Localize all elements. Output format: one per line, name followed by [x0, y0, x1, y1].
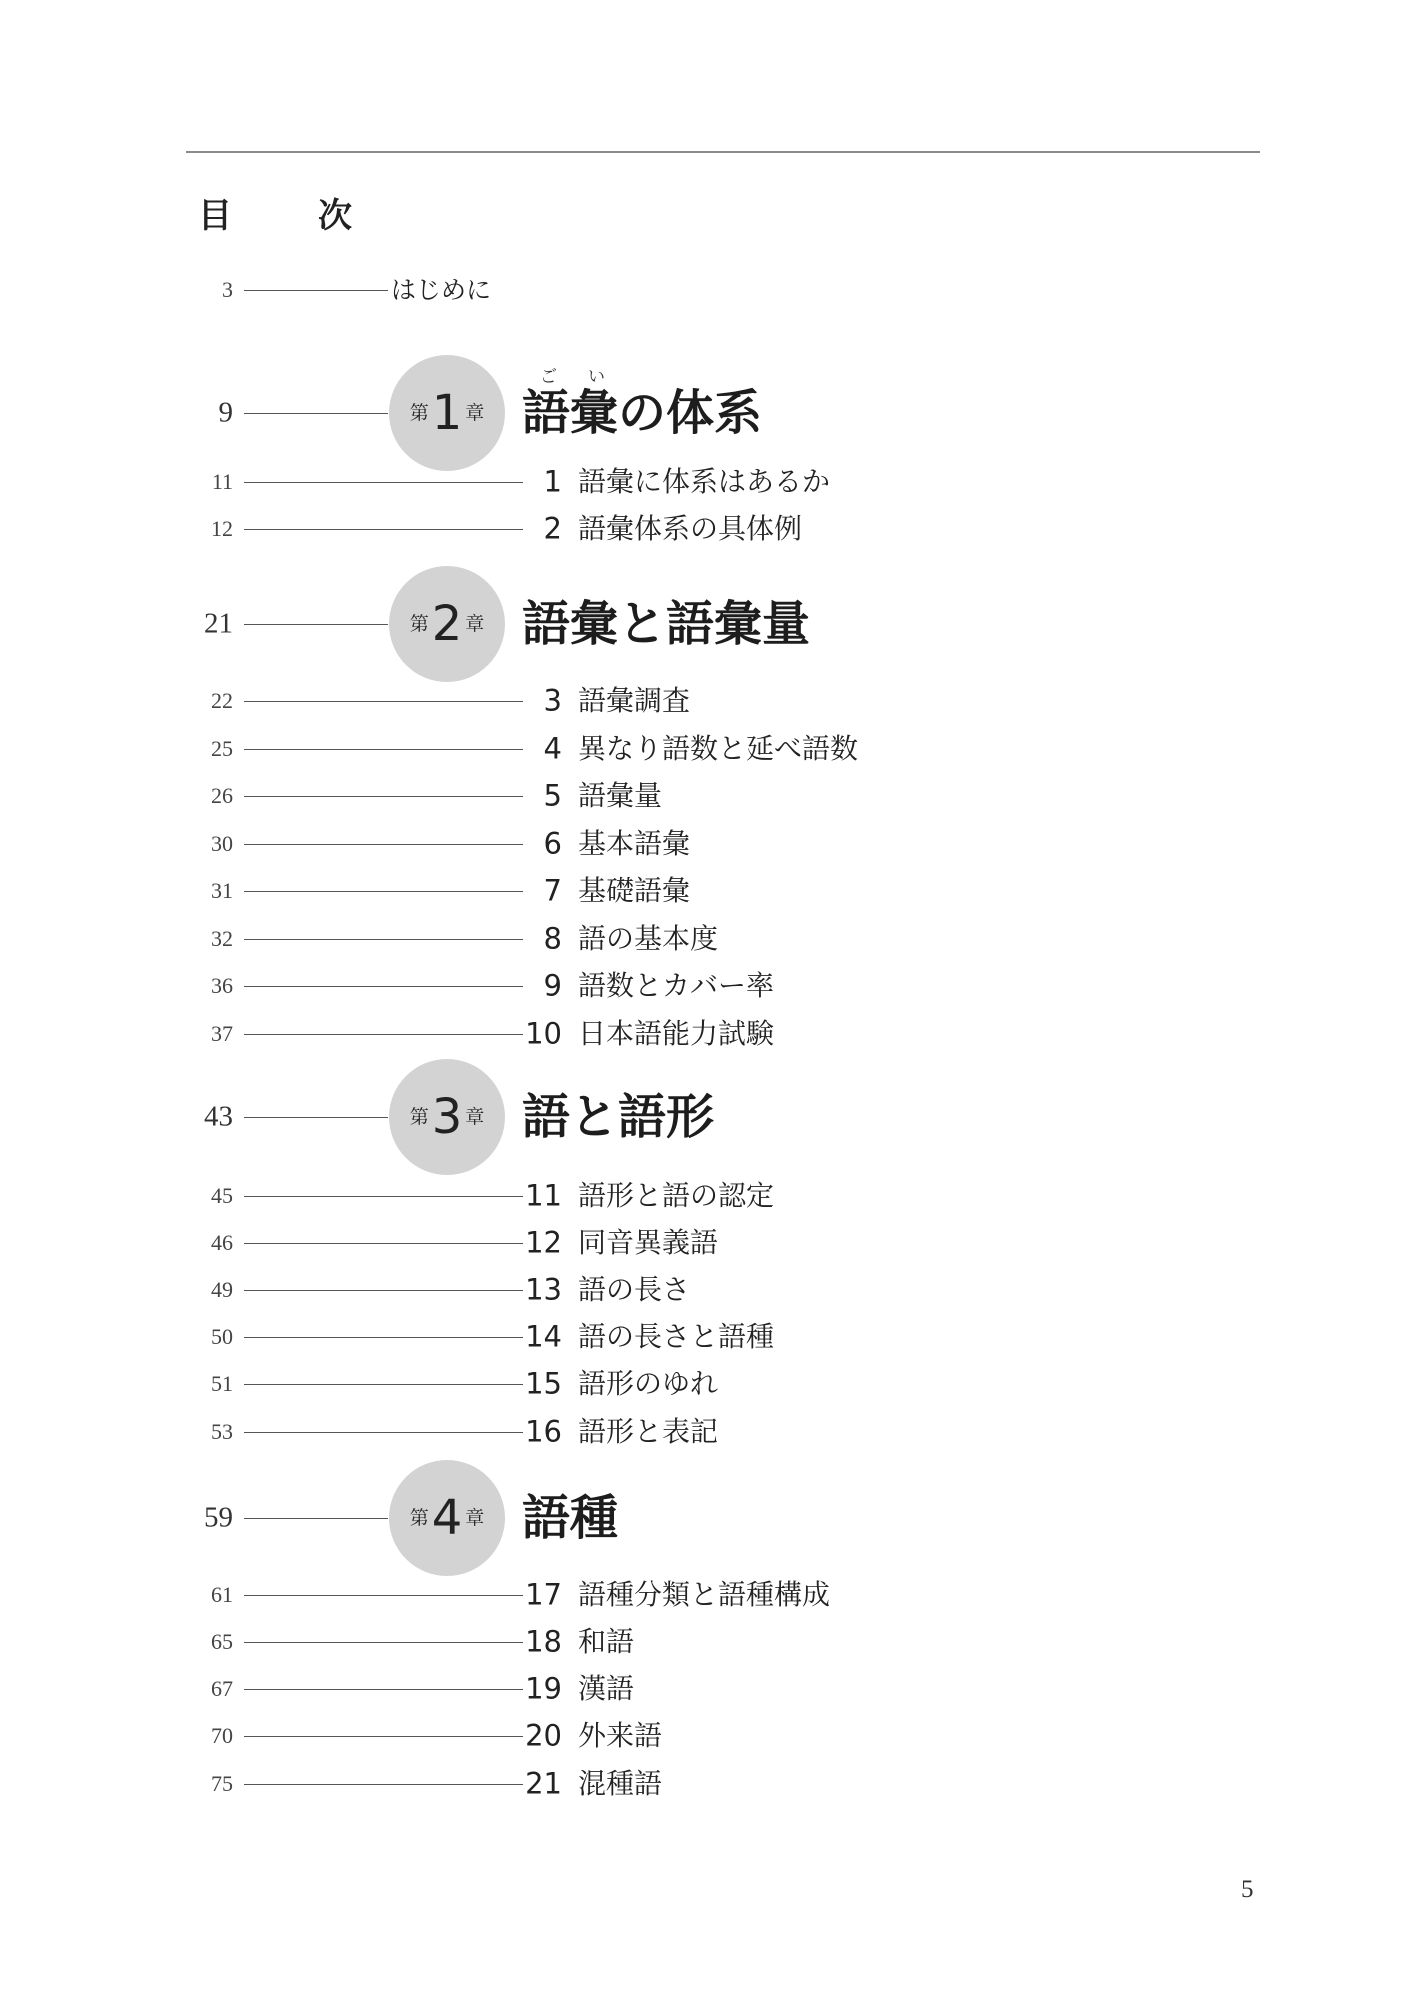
toc-item-title: 語の長さと語種	[578, 1320, 775, 1353]
toc-leader	[244, 1243, 523, 1244]
toc-page-number: 25	[211, 736, 233, 761]
toc-leader	[244, 1196, 523, 1197]
toc-leader	[244, 1384, 523, 1385]
chapter-suffix: 章	[465, 401, 485, 424]
toc-leader	[244, 529, 523, 530]
toc-item-title: 語数とカバー率	[578, 969, 775, 1002]
chapter-title: 語彙と語彙量	[522, 596, 811, 652]
toc-item-title: 基礎語彙	[578, 874, 691, 907]
chapter-badge	[389, 566, 505, 682]
toc-leader	[244, 701, 523, 702]
toc-item-title: 語彙調査	[578, 684, 691, 717]
toc-leader	[244, 1689, 523, 1690]
chapter-page-number: 59	[204, 1501, 233, 1534]
toc-page-number: 45	[211, 1183, 233, 1208]
toc-page-number: 11	[211, 469, 233, 494]
chapter-title: 語彙の体系	[522, 385, 763, 441]
toc-leader	[244, 1736, 523, 1737]
toc-leader	[244, 1117, 388, 1118]
toc-item-title: 語彙体系の具体例	[578, 512, 803, 545]
toc-item-title: 混種語	[578, 1767, 663, 1800]
toc-page-number: 22	[211, 688, 233, 713]
toc-leader	[244, 1595, 523, 1596]
toc-leader	[244, 1642, 523, 1643]
toc-page-number: 75	[211, 1771, 233, 1796]
toc-intro-title: はじめに	[391, 275, 492, 305]
toc-leader	[244, 796, 523, 797]
toc-page-number: 32	[211, 926, 233, 951]
chapter-title: 語と語形	[522, 1089, 715, 1145]
toc-item-title: 異なり語数と延べ語数	[578, 732, 859, 765]
toc-item-title: 語の長さ	[578, 1273, 691, 1306]
toc-item-number: 8	[543, 921, 562, 956]
chapter-prefix: 第	[409, 1105, 429, 1128]
toc-item-number: 16	[525, 1414, 562, 1449]
toc-leader	[244, 1337, 523, 1338]
top-rule	[186, 151, 1260, 153]
toc-item-number: 19	[525, 1671, 562, 1706]
toc-page-number: 37	[211, 1021, 233, 1046]
toc-leader	[244, 482, 523, 483]
chapter-number: 1	[431, 385, 463, 441]
toc-heading: 目 次	[198, 196, 378, 236]
chapter-title: 語種	[522, 1490, 619, 1546]
toc-item-title: 外来語	[578, 1719, 663, 1752]
toc-leader	[244, 290, 388, 291]
toc-item-number: 15	[525, 1366, 562, 1401]
page-number-footer: 5	[1241, 1876, 1254, 1903]
chapter-suffix: 章	[465, 1105, 485, 1128]
toc-page-number: 3	[222, 277, 233, 302]
toc-page-number: 49	[211, 1277, 233, 1302]
toc-page-number: 30	[211, 831, 233, 856]
toc-page-number: 61	[211, 1582, 233, 1607]
toc-page-number: 46	[211, 1230, 233, 1255]
furigana-go: ご	[540, 367, 557, 387]
toc-leader	[244, 413, 388, 414]
toc-item-title: 語形と語の認定	[578, 1179, 775, 1212]
chapter-suffix: 章	[465, 1506, 485, 1529]
toc-page-number: 36	[211, 973, 233, 998]
toc-page-number: 51	[211, 1371, 233, 1396]
toc-leader	[244, 624, 388, 625]
toc-item-number: 3	[543, 683, 562, 718]
chapter-prefix: 第	[409, 401, 429, 424]
toc-item-title: 日本語能力試験	[578, 1017, 775, 1050]
toc-item-title: 語種分類と語種構成	[578, 1578, 831, 1611]
toc-item-title: 語の基本度	[578, 922, 719, 955]
toc-leader	[244, 1432, 523, 1433]
chapter-prefix: 第	[409, 1506, 429, 1529]
toc-item-title: 基本語彙	[578, 827, 691, 860]
chapter-page-number: 43	[204, 1100, 233, 1133]
chapter-badge	[389, 355, 505, 471]
toc-page-number: 26	[211, 783, 233, 808]
toc-page-number: 53	[211, 1419, 233, 1444]
toc-item-number: 7	[543, 873, 562, 908]
toc-leader	[244, 844, 523, 845]
toc-leader	[244, 749, 523, 750]
toc-item-number: 10	[525, 1016, 562, 1051]
chapter-number: 2	[431, 596, 463, 652]
toc-item-title: 漢語	[578, 1672, 635, 1705]
chapter-number: 3	[431, 1089, 463, 1145]
toc-item-number: 20	[525, 1718, 562, 1753]
toc-item-number: 11	[525, 1178, 562, 1213]
toc-item-number: 12	[525, 1225, 562, 1260]
toc-item-title: 語形のゆれ	[578, 1367, 719, 1400]
toc-item-number: 14	[525, 1319, 562, 1354]
chapter-number: 4	[431, 1490, 463, 1546]
toc-leader	[244, 1290, 523, 1291]
toc-leader	[244, 1784, 523, 1785]
toc-item-number: 17	[525, 1577, 562, 1612]
toc-item-number: 21	[525, 1766, 562, 1801]
toc-item-number: 9	[543, 968, 562, 1003]
toc-leader	[244, 986, 523, 987]
toc-item-number: 6	[543, 826, 562, 861]
toc-item-title: 語彙に体系はあるか	[578, 465, 831, 498]
toc-page-number: 31	[211, 878, 233, 903]
toc-item-title: 同音異義語	[578, 1226, 719, 1259]
toc-item-title: 語彙量	[578, 779, 663, 812]
toc-page-number: 70	[211, 1723, 233, 1748]
chapter-badge	[389, 1460, 505, 1576]
toc-item-number: 4	[543, 731, 562, 766]
chapter-suffix: 章	[465, 612, 485, 635]
toc-item-number: 2	[543, 511, 562, 546]
chapter-page-number: 9	[218, 396, 233, 429]
toc-page-number: 67	[211, 1676, 233, 1701]
toc-item-number: 13	[525, 1272, 562, 1307]
toc-page-number: 12	[211, 516, 233, 541]
toc-item-number: 1	[543, 464, 562, 499]
furigana-i: い	[588, 367, 605, 387]
toc-item-number: 5	[543, 778, 562, 813]
toc-leader	[244, 1034, 523, 1035]
toc-item-number: 18	[525, 1624, 562, 1659]
toc-item-title: 語形と表記	[578, 1415, 719, 1448]
toc-leader	[244, 891, 523, 892]
chapter-badge	[389, 1059, 505, 1175]
chapter-page-number: 21	[204, 607, 233, 640]
toc-leader	[244, 1518, 388, 1519]
toc-page-number: 50	[211, 1324, 233, 1349]
toc-leader	[244, 939, 523, 940]
toc-page-number: 65	[211, 1629, 233, 1654]
toc-item-title: 和語	[578, 1625, 635, 1658]
chapter-prefix: 第	[409, 612, 429, 635]
